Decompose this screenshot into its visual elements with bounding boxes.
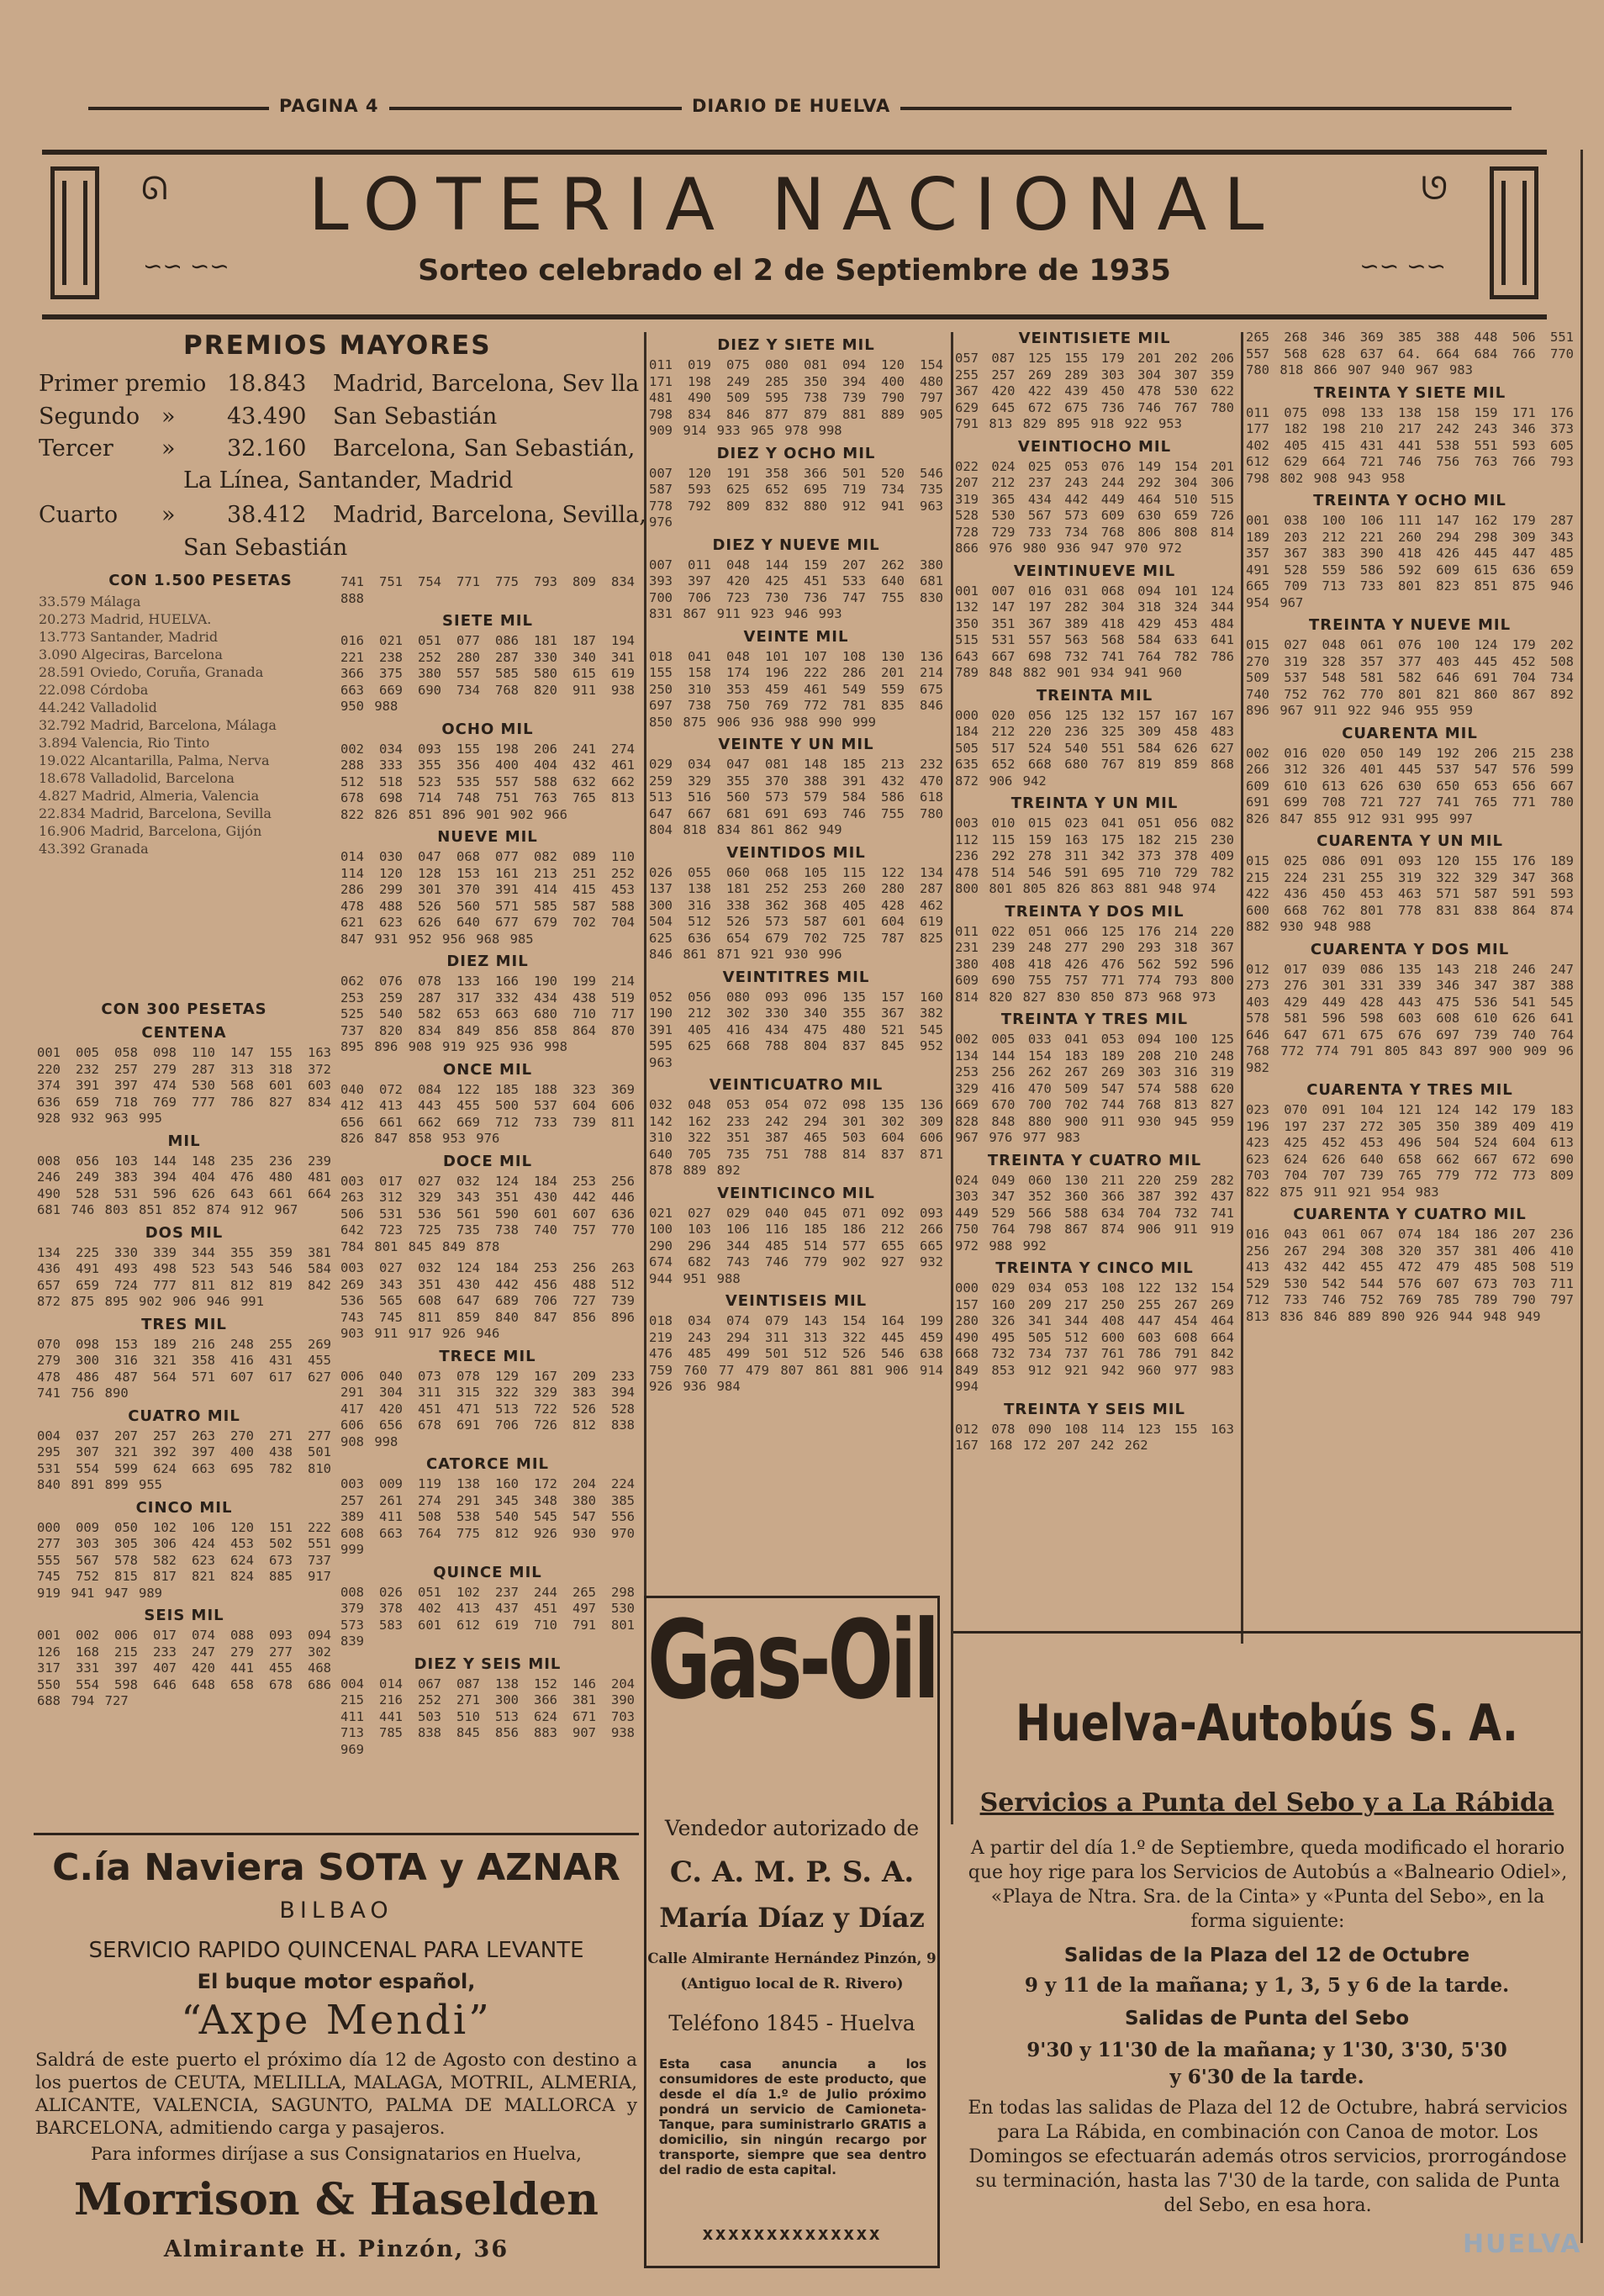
- prize-section: [1246, 1206, 1574, 1325]
- prize-label: Primer premio: [39, 371, 207, 397]
- prize-label: Segundo: [39, 404, 140, 430]
- winning-numbers: 052 056 080 093 096 135 157 160 190 212 302 330 340 355 367 382 391 405 416 434 475 480 521 545 595 625 668 788 804 837 845 952 963: [649, 989, 943, 1070]
- prize-city-list: [39, 593, 362, 858]
- section-title: CUATRO MIL: [128, 1407, 240, 1425]
- prize-section: [340, 1655, 635, 1759]
- section-title: VEINTIDOS MIL: [726, 843, 866, 862]
- winning-numbers: 062 076 078 133 166 190 199 214 253 259 287 317 332 434 438 519 525 540 582 653 663 680 710 717 737 820 834 849 856 858 864 870 895 896 908 919 925 936 998: [340, 974, 635, 1054]
- prize-section: [37, 1224, 331, 1311]
- section-title: DIEZ Y OCHO MIL: [716, 444, 876, 462]
- prize-number: 32.160: [227, 435, 307, 462]
- prize-section: [1246, 941, 1574, 1077]
- premios-300-lists: [37, 1024, 331, 1715]
- winning-numbers: 003 009 119 138 160 172 204 224 257 261 274 291 345 348 380 385 389 411 508 538 540 545 547 556 608 663 764 775 812 926 930 970 999: [340, 1476, 635, 1557]
- prize-label: Cuarto: [39, 502, 119, 528]
- prize-section: [340, 953, 635, 1056]
- winning-numbers: 024 049 060 130 211 220 259 282 303 347 352 360 366 387 392 437 449 529 566 588 634 704 732 741 750 764 798 867 874 906 911 919 972 988 992: [955, 1172, 1234, 1254]
- winning-numbers: 029 034 047 081 148 185 213 232 259 329 355 370 388 391 432 470 513 516 560 573 579 584 586 618 647 667 681 691 693 746 755 780 804 818 834 861 862 949: [649, 757, 943, 837]
- section-title: OCHO MIL: [441, 720, 534, 738]
- winning-numbers: 265 268 346 369 385 388 448 506 551 557 568 628 637 64. 664 684 766 770 780 818 866 907 940 967 983: [1246, 330, 1574, 377]
- prize-city-line: 28.591 Oviedo, Coruña, Granada: [39, 664, 264, 680]
- prize-city-line: 20.273 Madrid, HUELVA.: [39, 611, 212, 627]
- prize-section: [1246, 330, 1574, 379]
- section-title: TREINTA Y SEIS MIL: [1004, 1400, 1185, 1418]
- winning-numbers: 001 007 016 031 068 094 101 124 132 147 197 282 304 318 324 344 350 351 367 389 418 429 453 484 515 531 557 563 568 584 633 641 643 667 698 732 741 764 782 786 789 848 882 901 934 941 960: [955, 583, 1234, 680]
- prize-section: [340, 720, 635, 824]
- prize-section: [37, 1132, 331, 1219]
- prize-section: [340, 1260, 635, 1343]
- agent-name: Morrison & Haselden: [74, 2174, 599, 2225]
- prize-section: [340, 828, 635, 947]
- wave-ornament-icon: ∽∽ ∽∽: [1359, 252, 1446, 280]
- section-title: DOS MIL: [145, 1223, 224, 1242]
- section-title: CON 300 PESETAS: [101, 1000, 267, 1018]
- section-title: DOCE MIL: [442, 1152, 533, 1170]
- winning-numbers: 023 070 091 104 121 124 142 179 183 196 197 237 272 305 350 389 409 419 423 425 452 453 496 504 524 604 613 623 624 626 640 658 662 667 672 690 703 704 707 739 765 779 772 773 809 822 875 911 921 954 983: [1246, 1102, 1574, 1200]
- prize-section: [955, 562, 1234, 682]
- winning-numbers: 001 002 006 017 074 088 093 094 126 168 215 233 247 279 277 302 317 331 397 407 420 441 455 468 550 554 598 646 648 658 678 686 688 794 727: [37, 1628, 331, 1708]
- prize-places: Barcelona, San Sebastián,: [333, 435, 636, 462]
- prize-section: [649, 1185, 943, 1288]
- section-title: CINCO MIL: [135, 1498, 233, 1517]
- section-title: CUARENTA MIL: [1342, 724, 1478, 742]
- column-divider: [951, 332, 953, 1824]
- autobus-name: Huelva-Autobús S. A.: [1016, 1694, 1518, 1753]
- section-title: CUARENTA Y DOS MIL: [1310, 940, 1510, 958]
- page-number: PAGINA 4: [269, 96, 389, 116]
- prize-section: [340, 1348, 635, 1451]
- winning-numbers: 008 056 103 144 148 235 236 239 246 249 383 394 404 476 480 481 490 528 531 596 626 643 661 664 681 746 803 851 852 874 912 967: [37, 1153, 331, 1217]
- winning-numbers: 070 098 153 189 216 248 255 269 279 300 316 321 358 416 431 455 478 486 487 564 571 607 617 627 741 756 890: [37, 1336, 331, 1401]
- prize-city-line: 16.906 Madrid, Barcelona, Gijón: [39, 823, 262, 839]
- winning-numbers: 015 025 086 091 093 120 155 176 189 215 224 231 255 319 322 329 347 368 422 436 450 453 463 571 587 591 593 600 668 762 801 778 831 838 864 874 882 930 948 988: [1246, 853, 1574, 934]
- winning-numbers: 003 017 027 032 124 184 253 256 263 312 329 343 351 430 442 446 506 531 536 561 590 601 607 636 642 723 725 735 738 740 757 770 784 801 845 849 878: [340, 1173, 635, 1254]
- winning-numbers: 001 005 058 098 110 147 155 163 220 232 257 279 287 313 318 372 374 391 397 474 530 568 601 603 636 659 718 769 777 786 827 834 928 932 963 995: [37, 1045, 331, 1126]
- prize-section: [649, 536, 943, 623]
- premios-300-section: [37, 1000, 331, 1021]
- section-title: VEINTINUEVE MIL: [1013, 562, 1176, 580]
- ditto-mark: »: [161, 404, 176, 430]
- prize-city-line: 19.022 Alcantarilla, Palma, Nerva: [39, 752, 270, 768]
- prize-label: Tercer: [39, 435, 113, 462]
- prize-section: [649, 1076, 943, 1180]
- winning-numbers: 032 048 053 054 072 098 135 136 142 162 233 242 294 301 302 309 310 322 351 387 465 503 604 606 640 705 735 751 788 814 837 871 878 889 892: [649, 1097, 943, 1178]
- page-header: [88, 92, 1509, 116]
- number-column-2: [340, 574, 635, 1763]
- prize-section: [37, 1607, 331, 1710]
- naviera-name: C.ía Naviera SOTA y AZNAR: [52, 1846, 620, 1889]
- premios-mayores-title: PREMIOS MAYORES: [183, 330, 492, 361]
- prize-city-line: 43.392 Granada: [39, 841, 149, 857]
- premios-1500-section: [39, 572, 362, 858]
- winning-numbers: 002 005 033 041 053 094 100 125 134 144 154 183 189 208 210 248 253 256 262 267 269 303 316 319 329 416 470 509 547 574 588 620 669 670 700 702 744 768 813 827 828 848 880 900 911 930 945 959 967 976 977 983: [955, 1032, 1234, 1145]
- section-title: CUARENTA Y TRES MIL: [1306, 1081, 1513, 1099]
- section-title: VEINTIOCHO MIL: [1017, 437, 1172, 456]
- prize-section: [37, 1499, 331, 1602]
- salidas-plaza-title: Salidas de la Plaza del 12 de Octubre: [1063, 1945, 1470, 1966]
- salidas-sebo-times-2: y 6'30 de la tarde.: [1169, 2066, 1364, 2088]
- draw-date: Sorteo celebrado el 2 de Septiembre de 1935: [418, 254, 1171, 288]
- section-title: SEIS MIL: [144, 1607, 224, 1624]
- gasoil-logo: Gas-Oil: [647, 1597, 937, 1723]
- prize-section: [649, 736, 943, 839]
- section-title: CUARENTA Y UN MIL: [1316, 832, 1503, 850]
- section-title: TRECE MIL: [439, 1347, 536, 1365]
- vessel-name: “Axpe Mendi”: [181, 1997, 492, 2044]
- prize-section: [1246, 725, 1574, 828]
- winning-numbers: 006 040 073 078 129 167 209 233 291 304 311 315 322 329 383 394 417 420 451 471 513 722 526 528 606 656 678 691 706 726 812 838 908 998: [340, 1368, 635, 1449]
- number-column-4: [955, 330, 1234, 1459]
- agent-address: Almirante H. Pinzón, 36: [163, 2236, 509, 2262]
- gasoil-phone: Teléfono 1845 - Huelva: [668, 2011, 915, 2035]
- winning-numbers: 012 078 090 108 114 123 155 163 167 168 172 207 242 262: [955, 1421, 1234, 1453]
- section-title: TREINTA Y TRES MIL: [1000, 1011, 1189, 1028]
- winning-numbers: 003 027 032 124 184 253 256 263 269 343 351 430 442 456 488 512 536 565 608 647 689 706 727 739 743 745 811 859 840 847 856 896 903 911 917 926 946: [340, 1260, 635, 1341]
- prize-section: [340, 574, 635, 607]
- ditto-mark: »: [161, 502, 176, 528]
- prize-section: [1246, 832, 1574, 936]
- section-title: DIEZ Y NUEVE MIL: [712, 536, 880, 554]
- section-title: VEINTISIETE MIL: [1018, 330, 1171, 347]
- prize-section: [340, 1061, 635, 1148]
- number-column-5: [1246, 330, 1574, 1330]
- winning-numbers: 022 024 025 053 076 149 154 201 207 212 237 243 244 292 304 306 319 365 434 442 449 464 510 515 528 530 567 573 609 630 659 726 728 729 733 734 768 806 808 814 866 976 980 936 947 970 972: [955, 458, 1234, 556]
- autobus-note: En todas las salidas de Plaza del 12 de Octubre, habrá servicios para La Rábida, en combinación con Canoa de motor. Los Domingos se efectuarán además otros servicios, prorrogándose su terminación, hasta las 7'30 de la tarde, con salida de Punta del Sebo, en esa hora.: [968, 2098, 1568, 2216]
- winning-numbers: 016 021 051 077 086 181 187 194 221 238 252 280 287 330 340 341 366 375 380 557 585 580 615 619 663 669 690 734 768 820 911 938 950 988: [340, 633, 635, 714]
- winning-numbers: 015 027 048 061 076 100 124 179 202 270 319 328 357 377 403 445 452 508 509 537 548 581 582 646 691 704 734 740 752 762 770 801 821 860 867 892 896 967 911 922 946 955 959: [1246, 637, 1574, 718]
- section-title: TREINTA Y CUATRO MIL: [987, 1151, 1202, 1169]
- prize-section: [649, 1292, 943, 1396]
- prize-section: [1246, 616, 1574, 720]
- winning-numbers: 018 041 048 101 107 108 130 136 155 158 174 196 222 286 201 214 250 310 353 459 461 549 559 675 697 738 750 769 772 781 835 846 850 875 906 936 988 990 999: [649, 648, 943, 730]
- prize-section: [955, 330, 1234, 433]
- winning-numbers: 000 009 050 102 106 120 151 222 277 303 305 306 424 453 502 551 555 567 578 582 623 624 673 737 745 752 815 817 821 824 885 917 919 941 947 989: [37, 1519, 331, 1601]
- prize-section: [649, 336, 943, 440]
- gasoil-seller: María Díaz y Díaz: [659, 1902, 925, 1934]
- winning-numbers: 057 087 125 155 179 201 202 206 255 257 269 289 303 304 307 359 367 420 422 439 450 478 530 622 629 645 672 675 736 746 767 780 791 813 829 895 918 922 953: [955, 351, 1234, 431]
- prize-section: [340, 1153, 635, 1256]
- section-title: VEINTICUATRO MIL: [709, 1076, 884, 1094]
- prize-section: [649, 844, 943, 963]
- naviera-body: Saldrá de este puerto el próximo día 12 de Agosto con destino a los puertos de CEUTA, MELILLA, MALAGA, MOTRIL, ALMERIA, ALICANTE, VALENCIA, SAGUNTO, PALMA DE MALLORCA y BARCELONA, admitiendo carga y pasajeros.: [35, 2050, 637, 2139]
- prize-section: [955, 1401, 1234, 1454]
- autobus-services: Servicios a Punta del Sebo y a La Rábida: [979, 1788, 1554, 1818]
- ad-top-rule: [953, 1631, 1580, 1634]
- section-title: TREINTA Y UN MIL: [1010, 794, 1179, 812]
- winning-numbers: 014 030 047 068 077 082 089 110 114 120 128 153 161 213 251 252 286 299 301 370 391 414 415 453 478 488 526 560 571 585 587 588 621 623 626 640 677 679 702 704 847 931 952 956 968 985: [340, 849, 635, 947]
- wave-ornament-icon: ∽∽ ∽∽: [143, 252, 230, 280]
- section-title: CON 1.500 PESETAS: [108, 572, 293, 589]
- prize-section: [955, 1011, 1234, 1147]
- winning-numbers: 011 022 051 066 125 176 214 220 231 239 248 277 290 293 318 367 380 408 418 426 476 562 592 596 609 690 755 757 771 774 793 800 814 820 827 830 850 873 968 973: [955, 923, 1234, 1005]
- prize-section: [1246, 492, 1574, 611]
- prize-city-line: 22.834 Madrid, Barcelona, Sevilla: [39, 805, 272, 821]
- winning-numbers: 002 016 020 050 149 192 206 215 238 266 312 326 401 445 537 547 576 599 609 610 613 626 630 650 653 656 667 691 699 708 721 727 741 765 771 780 826 847 855 912 931 995 997: [1246, 745, 1574, 826]
- section-title: TREINTA Y DOS MIL: [1005, 902, 1185, 921]
- loteria-banner: [42, 150, 1547, 319]
- prize-section: [955, 903, 1234, 1006]
- prize-section: [1246, 384, 1574, 488]
- winning-numbers: 007 011 048 144 159 207 262 380 393 397 420 425 451 533 640 681 700 706 723 730 736 747 755 830 831 867 911 923 946 993: [649, 557, 943, 621]
- ditto-mark: »: [161, 435, 176, 462]
- ad-top-rule: [34, 1833, 639, 1835]
- winning-numbers: 004 037 207 257 263 270 271 277 295 307 321 392 397 400 438 501 531 554 599 624 663 695 782 810 840 891 899 955: [37, 1428, 331, 1492]
- prize-section: [955, 1152, 1234, 1255]
- naviera-city: BILBAO: [279, 1897, 393, 1924]
- prize-section: [340, 1564, 635, 1650]
- section-title: CENTENA: [141, 1024, 227, 1042]
- naviera-service: SERVICIO RAPIDO QUINCENAL PARA LEVANTE: [88, 1938, 584, 1963]
- gasoil-street: Calle Almirante Hernández Pinzón, 9: [647, 1950, 937, 1966]
- prize-places: La Línea, Santander, Madrid: [183, 467, 514, 494]
- prize-section: [955, 687, 1234, 790]
- prize-city-line: 18.678 Valladolid, Barcelona: [39, 770, 235, 786]
- salidas-sebo-times: 9'30 y 11'30 de la mañana; y 1'30, 3'30, 5'30: [1026, 2039, 1507, 2061]
- section-title: SIETE MIL: [442, 612, 533, 630]
- prize-section: [37, 1407, 331, 1494]
- prize-number: 43.490: [227, 404, 307, 430]
- prize-city-line: 13.773 Santander, Madrid: [39, 629, 219, 645]
- prize-section: [955, 794, 1234, 898]
- banner-title: LOTERIA NACIONAL: [308, 163, 1281, 247]
- section-title: VEINTITRES MIL: [722, 968, 870, 986]
- gasoil-local: (Antiguo local de R. Rivero): [680, 1976, 904, 1993]
- section-title: DIEZ MIL: [446, 953, 529, 970]
- gasoil-border: xxxxxxxxxxxxxx: [702, 2224, 882, 2245]
- section-title: CATORCE MIL: [425, 1455, 550, 1473]
- salidas-plaza-times: 9 y 11 de la mañana; y 1, 3, 5 y 6 de la tarde.: [1024, 1974, 1510, 1997]
- autobus-intro: A partir del día 1.º de Septiembre, queda modificado el horario que hoy rige para los Servicios de Autobús a «Balneario Odiel», «Playa de Ntra. Sra. de la Cinta» y «Punta del Sebo», en la forma siguiente:: [968, 1838, 1568, 1932]
- section-title: TRES MIL: [141, 1315, 227, 1333]
- salidas-sebo-title: Salidas de Punta del Sebo: [1124, 2008, 1410, 2029]
- section-title: VEINTE MIL: [743, 627, 849, 646]
- prize-section: [340, 1455, 635, 1559]
- column-divider: [1241, 332, 1243, 1644]
- page-edge-rule: [1580, 150, 1583, 2243]
- winning-numbers: 021 027 029 040 045 071 092 093 100 103 106 116 185 186 212 266 290 296 344 485 514 577 655 665 674 682 743 746 779 902 927 932 944 951 988: [649, 1205, 943, 1286]
- section-title: QUINCE MIL: [433, 1563, 542, 1581]
- prize-city-line: 3.894 Valencia, Rio Tinto: [39, 735, 210, 751]
- winning-numbers: 011 019 075 080 081 094 120 154 171 198 249 285 350 394 400 480 481 490 509 595 738 739 790 797 798 834 846 877 879 881 889 905 909 914 933 965 978 998: [649, 357, 943, 438]
- vessel-intro: El buque motor español,: [197, 1970, 476, 1993]
- winning-numbers: 000 029 034 053 108 122 132 154 157 160 209 217 250 255 267 269 280 326 341 344 408 447 454 464 490 495 505 512 600 603 608 664 668 732 734 737 761 786 791 842 849 853 912 921 942 960 977 983 994: [955, 1280, 1234, 1394]
- winning-numbers: 012 017 039 086 135 143 218 246 247 273 276 301 331 339 346 347 387 388 403 429 449 428 443 475 536 541 545 578 581 596 598 603 608 610 626 641 646 647 671 675 676 697 739 740 764 768 772 774 791 805 843 897 900 909 96 982: [1246, 961, 1574, 1075]
- prize-city-line: 44.242 Valladolid: [39, 699, 157, 715]
- section-title: TREINTA Y CINCO MIL: [995, 1259, 1194, 1277]
- winning-numbers: 000 020 056 125 132 157 167 167 184 212 220 236 325 309 458 483 505 517 524 540 551 584 626 627 635 652 668 680 767 819 859 868 872 906 942: [955, 707, 1234, 789]
- section-title: VEINTE Y UN MIL: [718, 736, 874, 753]
- section-title: ONCE MIL: [442, 1060, 533, 1079]
- winning-numbers: 134 225 330 339 344 355 359 381 436 491 493 498 523 543 546 584 657 659 724 777 811 812 819 842 872 875 895 902 906 946 991: [37, 1244, 331, 1309]
- winning-numbers: 001 038 100 106 111 147 162 179 287 189 203 212 221 260 294 298 309 343 357 367 383 390 418 426 445 447 485 491 528 559 586 592 609 615 636 659 665 709 713 733 801 823 851 875 946 954 967: [1246, 513, 1574, 610]
- prize-city-line: 33.579 Málaga: [39, 594, 141, 610]
- prize-places: San Sebastián: [183, 535, 348, 561]
- section-title: DIEZ Y SEIS MIL: [414, 1655, 562, 1673]
- gasoil-company: C. A. M. P. S. A.: [669, 1855, 915, 1889]
- winning-numbers: 741 751 754 771 775 793 809 834 888: [340, 574, 635, 606]
- winning-numbers: 003 010 015 023 041 051 056 082 112 115 159 163 175 182 215 230 236 292 278 311 342 373 378 409 478 514 546 591 695 710 729 782 800 801 805 826 863 881 948 974: [955, 815, 1234, 896]
- gasoil-vendor: Vendedor autorizado de: [664, 1816, 920, 1840]
- prize-city-line: 32.792 Madrid, Barcelona, Málaga: [39, 717, 277, 733]
- prize-places: Madrid, Barcelona, Sev lla: [333, 371, 640, 397]
- section-title: VEINTICINCO MIL: [717, 1184, 875, 1202]
- gasoil-notice: Esta casa anuncia a los consumidores de este producto, que desde el día 1.º de Julio próximo pondrá un servicio de Camioneta-Tanque, para suministrarlo GRATIS a domicilio, sin ningún recargo por transporte, siempre que sea dentro del radio de esta capital.: [659, 2056, 926, 2177]
- section-title: CUARENTA Y CUATRO MIL: [1293, 1206, 1527, 1223]
- section-title: NUEVE MIL: [437, 828, 538, 846]
- watermark-logo: HUELVA: [1463, 2230, 1582, 2259]
- prize-section: [649, 628, 943, 731]
- prize-section: [37, 1024, 331, 1127]
- winning-numbers: 008 026 051 102 237 244 265 298 379 378 402 413 437 451 497 530 573 583 601 612 619 710 791 801 839: [340, 1584, 635, 1649]
- prize-section: [649, 445, 943, 531]
- section-title: VEINTISEIS MIL: [725, 1292, 868, 1310]
- section-title: MIL: [167, 1132, 201, 1150]
- winning-numbers: 016 043 061 067 074 184 186 207 236 256 267 294 308 320 357 381 406 410 413 432 442 455 472 479 485 508 519 529 530 542 544 576 607 673 703 711 712 733 746 752 769 785 789 790 797 813 836 846 889 890 926 944 948 949: [1246, 1227, 1574, 1324]
- winning-numbers: 011 075 098 133 138 158 159 171 176 177 182 198 210 217 242 243 346 373 402 405 415 431 441 538 551 593 605 612 629 664 721 746 756 763 766 793 798 802 908 943 958: [1246, 404, 1574, 486]
- prize-city-line: 4.827 Madrid, Almeria, Valencia: [39, 788, 260, 804]
- naviera-informes: Para informes diríjase a sus Consignatarios en Huelva,: [91, 2144, 582, 2164]
- newspaper-name: DIARIO DE HUELVA: [682, 96, 900, 116]
- prize-number: 38.412: [227, 502, 307, 528]
- winning-numbers: 040 072 084 122 185 188 323 369 412 413 443 455 500 537 604 606 656 661 662 669 712 733 739 811 826 847 858 953 976: [340, 1081, 635, 1146]
- prize-section: [37, 1316, 331, 1402]
- prize-places: San Sebastián: [333, 404, 498, 430]
- section-title: TREINTA Y OCHO MIL: [1313, 492, 1506, 509]
- section-title: TREINTA Y SIETE MIL: [1313, 383, 1506, 402]
- winning-numbers: 002 034 093 155 198 206 241 274 288 333 355 356 400 404 432 461 512 518 523 535 557 588 632 662 678 698 714 748 751 763 765 813 822 826 851 896 901 902 966: [340, 741, 635, 822]
- prize-section: [649, 969, 943, 1072]
- scroll-ornament-icon: ᘎ: [1421, 170, 1448, 207]
- prize-city-line: 22.098 Córdoba: [39, 682, 149, 698]
- section-title: TREINTA Y NUEVE MIL: [1308, 616, 1512, 634]
- prize-city-line: 3.090 Algeciras, Barcelona: [39, 647, 223, 662]
- prize-section: [340, 612, 635, 715]
- section-title: TREINTA MIL: [1036, 686, 1153, 705]
- prize-section: [1246, 1081, 1574, 1201]
- winning-numbers: 018 034 074 079 143 154 164 199 219 243 294 311 313 322 445 459 476 485 499 501 512 526 546 638 759 760 77 479 807 861 881 906 914 926 936 984: [649, 1313, 943, 1394]
- prize-number: 18.843: [227, 371, 307, 397]
- prize-section: [955, 1259, 1234, 1396]
- prize-places: Madrid, Barcelona, Sevilla,: [333, 502, 646, 528]
- number-column-3: [649, 336, 943, 1401]
- winning-numbers: 007 120 191 358 366 501 520 546 587 593 625 652 695 719 734 735 778 792 809 832 880 912 941 963 976: [649, 465, 943, 530]
- scroll-ornament-icon: ᘏ: [141, 170, 168, 207]
- section-title: DIEZ Y SIETE MIL: [717, 336, 875, 354]
- winning-numbers: 004 014 067 087 138 152 146 204 215 216 252 271 300 366 381 390 411 441 503 510 513 624 671 703 713 785 838 845 856 883 907 938 969: [340, 1676, 635, 1757]
- winning-numbers: 026 055 060 068 105 115 122 134 137 138 181 252 253 260 280 287 300 316 338 362 368 405 428 462 504 512 526 573 587 601 604 619 625 636 654 679 702 725 787 825 846 861 871 921 930 996: [649, 864, 943, 962]
- prize-section: [955, 438, 1234, 557]
